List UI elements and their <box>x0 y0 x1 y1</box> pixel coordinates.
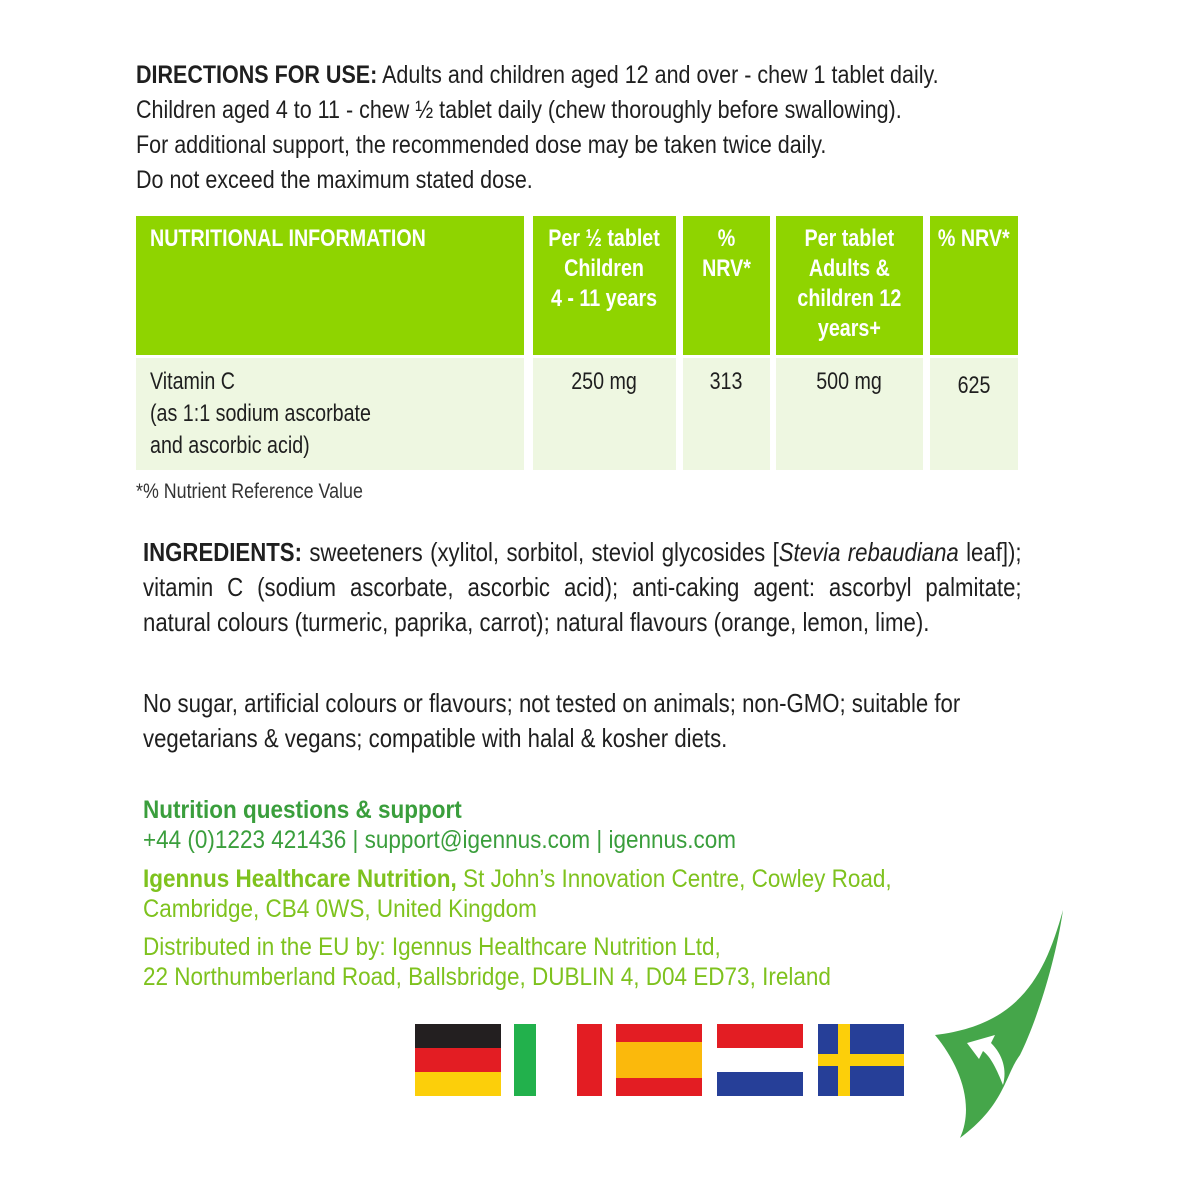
spain-flag <box>616 1024 702 1096</box>
igennus-leaf-arrow-icon <box>925 905 1075 1145</box>
germany-flag <box>415 1024 501 1096</box>
header-label: % NRV* <box>938 225 1010 252</box>
value: 625 <box>957 372 991 399</box>
header-nutritional-information <box>136 216 524 355</box>
header-line: 4 - 11 years <box>551 285 658 312</box>
header-label <box>549 224 661 314</box>
nutrient-line: and ascorbic acid) <box>150 432 310 459</box>
nutrient-name <box>150 366 371 462</box>
ingredients-italic: Stevia rebaudiana <box>778 537 959 567</box>
support-title: Nutrition questions & support <box>143 796 462 824</box>
header-line: years+ <box>818 315 881 342</box>
dietary-claims: No sugar, artificial colours or flavours; not tested on animals; non-GMO; suitable for vegetarians & vegans; compatible with halal & kosher diets. <box>143 688 961 753</box>
header-line: Per tablet <box>804 225 895 252</box>
header-line: Per ½ tablet <box>548 225 661 252</box>
value: 250 mg <box>571 368 638 395</box>
support-line: +44 (0)1223 421436 | support@igennus.com | igennus.com <box>143 826 737 854</box>
ingredients-text-2: leaf]); vitamin C (sodium ascorbate, ascorbic acid); anti-caking agent: ascorbyl palmitate; natural colours (turmeric, paprika, carrot); natural flavours (orange, lemon, lime). <box>143 537 1022 637</box>
address-line-2: Cambridge, CB4 0WS, United Kingdom <box>143 895 537 923</box>
cell-nrv-full <box>930 358 1018 470</box>
ingredients-label: INGREDIENTS: <box>143 537 302 567</box>
header-line: Children <box>564 255 645 282</box>
company-address-line-1 <box>143 864 1043 894</box>
directions-line-4: Do not exceed the maximum stated dose. <box>136 166 533 194</box>
directions-line-2: Children aged 4 to 11 - chew ½ tablet daily (chew thoroughly before swallowing). <box>136 96 902 124</box>
header-label <box>798 224 902 344</box>
italy-flag <box>514 1024 602 1096</box>
value: 313 <box>710 368 743 395</box>
value: 500 mg <box>816 368 883 395</box>
netherlands-flag <box>717 1024 803 1096</box>
header-per-half-tablet <box>533 216 676 355</box>
cell-per-tablet <box>776 358 923 470</box>
header-line: children 12 <box>797 285 902 312</box>
sweden-flag <box>818 1024 904 1096</box>
nutrient-line: Vitamin C <box>150 368 235 395</box>
header-label: % NRV* <box>702 225 751 282</box>
directions-label: DIRECTIONS FOR USE: <box>136 61 378 89</box>
header-label: NUTRITIONAL INFORMATION <box>150 225 426 252</box>
eu-distributor-line-2: 22 Northumberland Road, Ballsbridge, DUBLIN 4, D04 ED73, Ireland <box>143 963 831 991</box>
table-row-nutrient <box>136 358 524 470</box>
address-line-1: St John’s Innovation Centre, Cowley Road, <box>456 865 892 893</box>
header-line: Adults & <box>809 255 890 282</box>
cell-nrv-half <box>683 358 770 470</box>
header-per-tablet <box>776 216 923 355</box>
ingredients-text-1: sweeteners (xylitol, sorbitol, steviol glycosides [ <box>301 537 779 567</box>
header-nrv-full <box>930 216 1018 355</box>
ingredients <box>143 535 1022 640</box>
directions-line-1: Adults and children aged 12 and over - chew 1 tablet daily. <box>377 61 939 89</box>
nrv-footnote: *% Nutrient Reference Value <box>136 480 363 503</box>
nutrient-line: (as 1:1 sodium ascorbate <box>150 400 371 427</box>
eu-distributor-line-1: Distributed in the EU by: Igennus Healthcare Nutrition Ltd, <box>143 933 721 961</box>
cell-per-half-tablet <box>533 358 676 470</box>
company-name: Igennus Healthcare Nutrition, <box>143 865 457 893</box>
header-nrv-half <box>683 216 770 355</box>
directions-for-use <box>136 58 1030 198</box>
directions-line-3: For additional support, the recommended dose may be taken twice daily. <box>136 131 827 159</box>
